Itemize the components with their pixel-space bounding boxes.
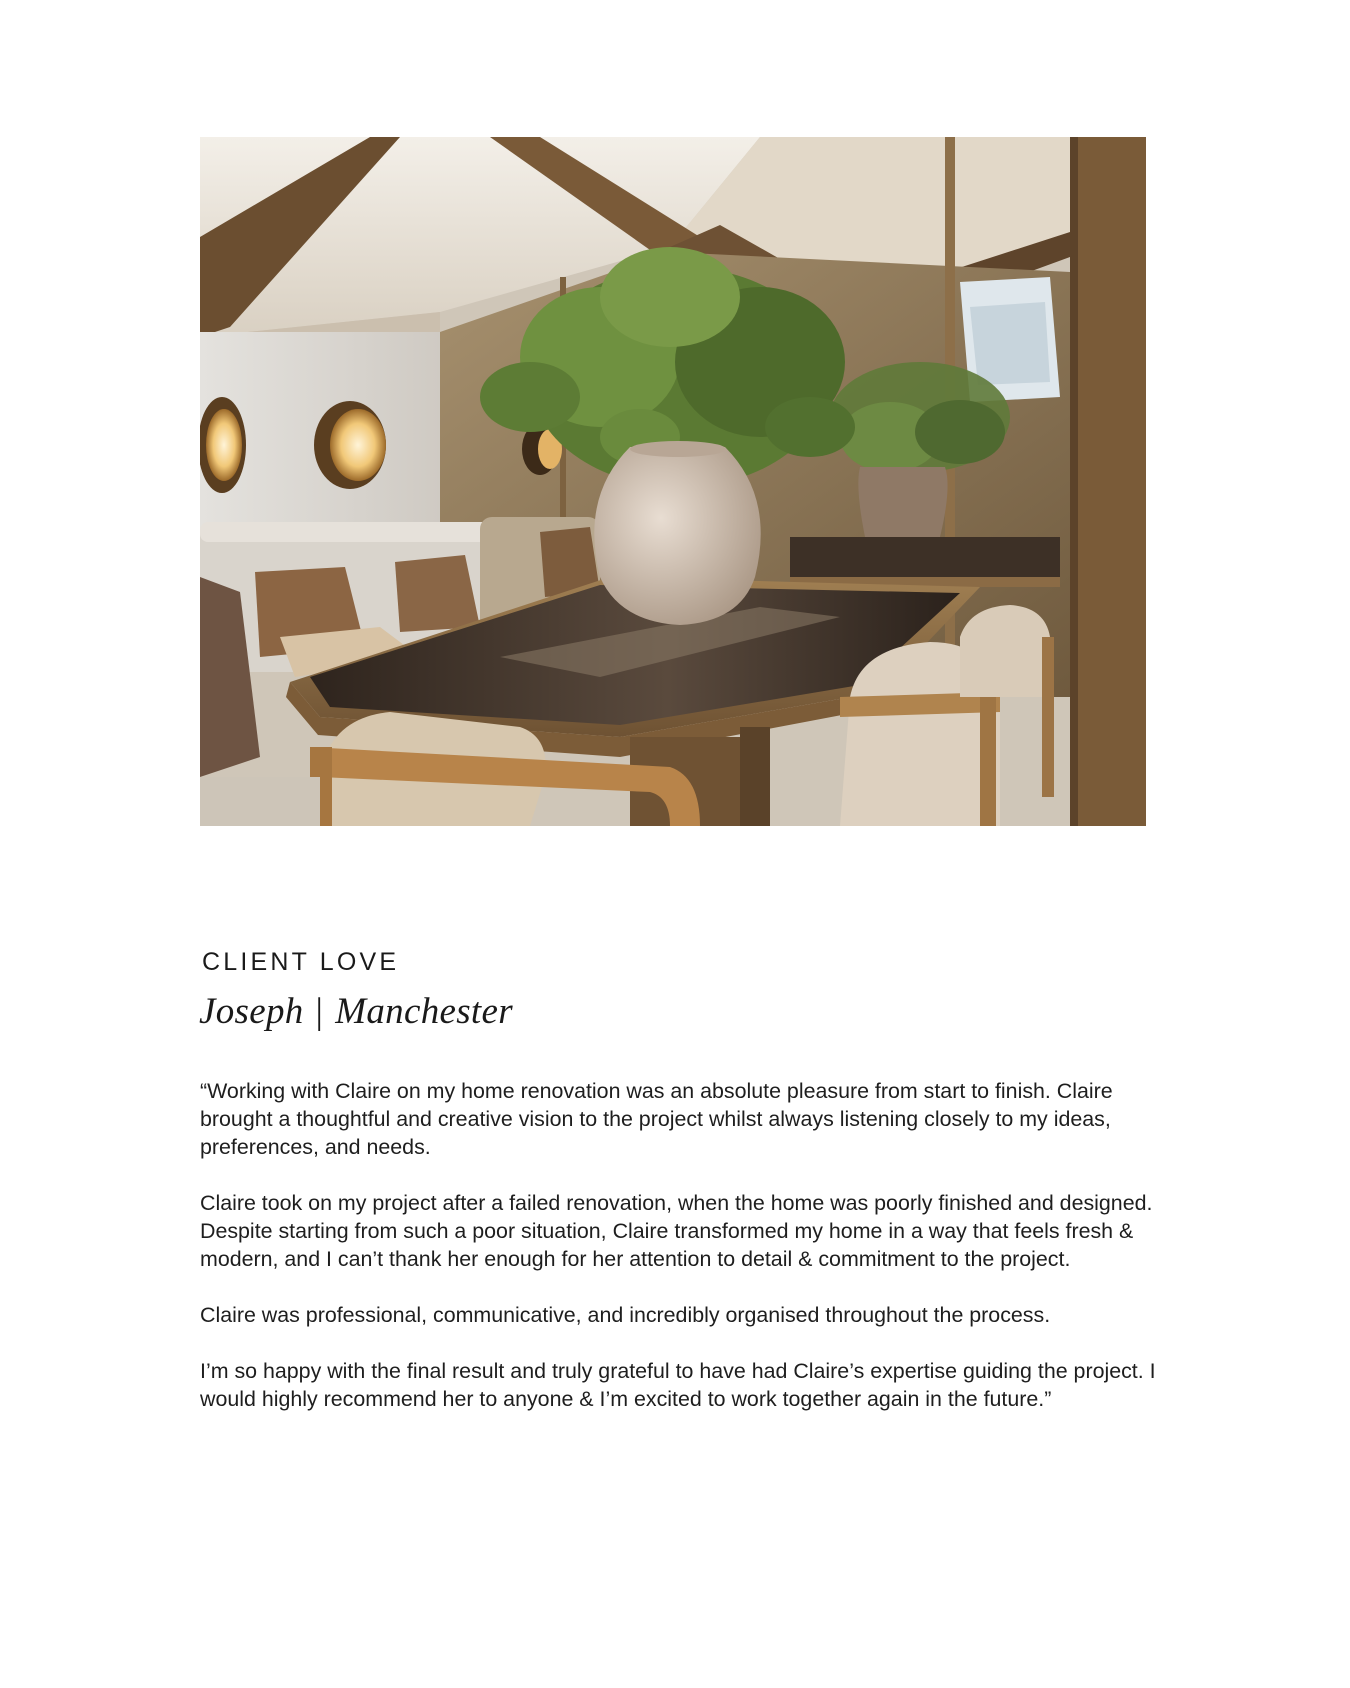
section-eyebrow: CLIENT LOVE xyxy=(202,948,400,976)
testimonial-paragraph: Claire was professional, communicative, and incredibly organised throughout the process. xyxy=(200,1303,1051,1327)
testimonial-paragraph: “Working with Claire on my home renovation was an absolute pleasure from start to finish. Claire brought a thoughtful and creative vision to the project whilst always listening closely to my ideas, preferences, and needs. xyxy=(200,1079,1113,1159)
wall-lamp xyxy=(314,401,386,489)
signature-separator: | xyxy=(315,991,324,1032)
client-name: Joseph xyxy=(199,991,304,1032)
testimonial-body xyxy=(200,1077,1160,1441)
testimonial-paragraph: I’m so happy with the final result and truly grateful to have had Claire’s expertise guiding the project. I would highly recommend her to anyone & I’m excited to work together again in the future.” xyxy=(200,1359,1156,1411)
dining-room-illustration xyxy=(200,137,1146,826)
wall-lamp xyxy=(200,397,246,493)
interior-photo xyxy=(200,137,1146,826)
client-signature xyxy=(199,990,513,1033)
testimonial-paragraph: Claire took on my project after a failed renovation, when the home was poorly finished and designed. Despite starting from such a poor situation, Claire transformed my home in a way that feels fresh & modern, and I can’t thank her enough for her attention to detail & commitment to the project. xyxy=(200,1191,1153,1271)
client-location: Manchester xyxy=(335,991,513,1032)
